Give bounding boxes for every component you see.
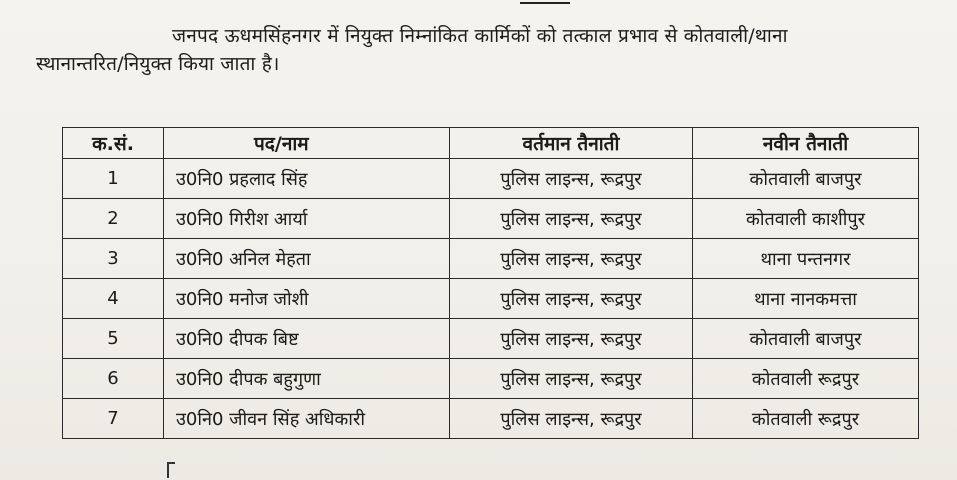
cell-new-posting: कोतवाली रूद्रपुर — [693, 399, 919, 439]
cell-current-posting: पुलिस लाइन्स, रूद्रपुर — [450, 319, 693, 359]
cell-serial-number: 1 — [63, 159, 164, 199]
table-row — [63, 359, 919, 399]
table-row — [63, 239, 919, 279]
cell-current-posting: पुलिस लाइन्स, रूद्रपुर — [450, 159, 693, 199]
cell-post-name: उ0नि0 प्रहलाद सिंह — [164, 159, 450, 199]
cell-post-name: उ0नि0 मनोज जोशी — [164, 279, 450, 319]
cell-new-posting: कोतवाली रूद्रपुर — [693, 359, 919, 399]
cell-current-posting: पुलिस लाइन्स, रूद्रपुर — [450, 239, 693, 279]
header-new-posting: नवीन तैनाती — [693, 128, 919, 159]
cell-new-posting: थाना नानकमत्ता — [693, 279, 919, 319]
cell-serial-number: 2 — [63, 199, 164, 239]
table-row — [63, 279, 919, 319]
cell-post-name: उ0नि0 दीपक बहुगुणा — [164, 359, 450, 399]
cell-serial-number: 3 — [63, 239, 164, 279]
cell-post-name: उ0नि0 दीपक बिष्ट — [164, 319, 450, 359]
cell-serial-number: 7 — [63, 399, 164, 439]
cell-post-name: उ0नि0 जीवन सिंह अधिकारी — [164, 399, 450, 439]
cell-new-posting: थाना पन्तनगर — [693, 239, 919, 279]
table-row — [63, 159, 919, 199]
transfer-table — [62, 127, 919, 439]
cell-serial-number: 6 — [63, 359, 164, 399]
header-serial-number: क.सं. — [63, 128, 164, 159]
table-row — [63, 199, 919, 239]
cell-current-posting: पुलिस लाइन्स, रूद्रपुर — [450, 359, 693, 399]
cell-serial-number: 4 — [63, 279, 164, 319]
header-current-posting: वर्तमान तैनाती — [450, 128, 693, 159]
intro-line-1: जनपद ऊधमसिंहनगर में नियुक्त निम्नांकित कार्मिकों को तत्काल प्रभाव से कोतवाली/थाना — [172, 25, 788, 47]
intro-paragraph — [36, 22, 941, 78]
cell-new-posting: कोतवाली बाजपुर — [693, 159, 919, 199]
cell-current-posting: पुलिस लाइन्स, रूद्रपुर — [450, 399, 693, 439]
table-header-row — [63, 128, 919, 159]
table-row — [63, 399, 919, 439]
cell-new-posting: कोतवाली काशीपुर — [693, 199, 919, 239]
cell-current-posting: पुलिस लाइन्स, रूद्रपुर — [450, 279, 693, 319]
table-row — [63, 319, 919, 359]
cell-serial-number: 5 — [63, 319, 164, 359]
cell-post-name: उ0नि0 गिरीश आर्या — [164, 199, 450, 239]
header-post-name: पद/नाम — [164, 128, 450, 159]
intro-line-2: स्थानान्तरित/नियुक्त किया जाता है। — [36, 53, 280, 75]
cell-post-name: उ0नि0 अनिल मेहता — [164, 239, 450, 279]
cut-off-text-fragment — [167, 462, 175, 478]
top-underline — [520, 2, 570, 4]
cell-current-posting: पुलिस लाइन्स, रूद्रपुर — [450, 199, 693, 239]
cell-new-posting: कोतवाली बाजपुर — [693, 319, 919, 359]
